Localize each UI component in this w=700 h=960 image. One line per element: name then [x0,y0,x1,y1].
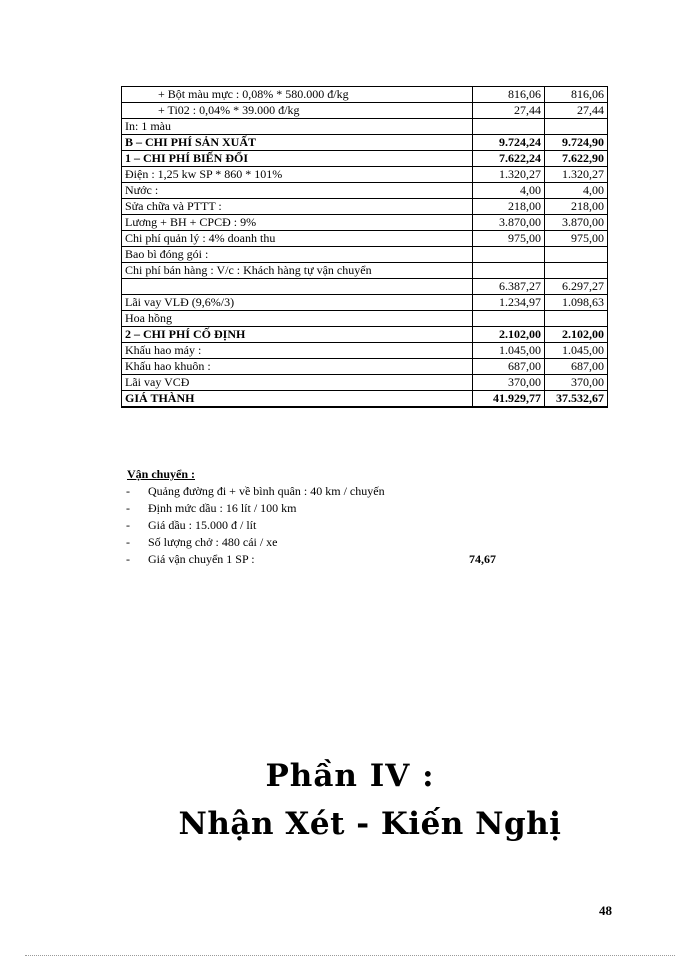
row-value-1: 687,00 [473,359,545,375]
row-value-2: 27,44 [545,103,608,119]
row-label: Bao bì đóng gói : [122,247,473,263]
row-value-2: 37.532,67 [545,391,608,408]
transport-list [124,483,544,568]
table-row [122,103,608,119]
table-row [122,311,608,327]
row-label [122,279,473,295]
row-label: Lương + BH + CPCĐ : 9% [122,215,473,231]
transport-item-text: Giá dầu : 15.000 đ / lít [148,518,257,532]
row-value-2 [545,119,608,135]
row-label: GIÁ THÀNH [122,391,473,408]
transport-item-value: 74,67 [469,552,496,566]
row-value-1: 2.102,00 [473,327,545,343]
page-bottom-divider [25,955,675,956]
transport-item-text: Định mức dầu : 16 lít / 100 km [148,501,297,515]
table-row [122,167,608,183]
row-value-1: 6.387,27 [473,279,545,295]
row-label: 1 – CHI PHÍ BIẾN ĐỔI [122,151,473,167]
table-row [122,327,608,343]
row-value-1: 4,00 [473,183,545,199]
section-title: Phần IV : [265,758,435,794]
row-value-2: 687,00 [545,359,608,375]
table-row [122,199,608,215]
row-label: Chi phí quản lý : 4% doanh thu [122,231,473,247]
row-value-1: 218,00 [473,199,545,215]
row-label: In: 1 màu [122,119,473,135]
transport-item [124,500,544,517]
row-value-2: 975,00 [545,231,608,247]
row-label: Khấu hao máy : [122,343,473,359]
table-row [122,119,608,135]
row-value-1: 1.320,27 [473,167,545,183]
row-value-2: 3.870,00 [545,215,608,231]
row-label: 2 – CHI PHÍ CỐ ĐỊNH [122,327,473,343]
row-value-2: 370,00 [545,375,608,391]
cost-table-body [122,87,608,408]
table-row [122,375,608,391]
row-value-2: 1.045,00 [545,343,608,359]
row-label: Điện : 1,25 kw SP * 860 * 101% [122,167,473,183]
row-label: Lãi vay VCĐ [122,375,473,391]
row-value-1: 7.622,24 [473,151,545,167]
row-value-2: 7.622,90 [545,151,608,167]
table-row [122,135,608,151]
row-value-2 [545,263,608,279]
row-label: B – CHI PHÍ SẢN XUẤT [122,135,473,151]
row-value-2 [545,311,608,327]
row-value-2: 1.098,63 [545,295,608,311]
cost-table [121,86,608,408]
row-label: + Ti02 : 0,04% * 39.000 đ/kg [122,103,473,119]
row-value-1 [473,311,545,327]
page-number: 48 [599,903,612,918]
row-label: Khấu hao khuôn : [122,359,473,375]
row-label: Sửa chữa và PTTT : [122,199,473,215]
transport-item [124,517,544,534]
row-value-1: 1.045,00 [473,343,545,359]
row-label: Lãi vay VLĐ (9,6%/3) [122,295,473,311]
table-row [122,279,608,295]
row-value-1: 41.929,77 [473,391,545,408]
transport-title: Vận chuyển : [127,467,196,481]
table-row [122,247,608,263]
row-value-1 [473,119,545,135]
row-value-1: 9.724,24 [473,135,545,151]
row-value-2: 218,00 [545,199,608,215]
row-label: + Bột màu mực : 0,08% * 580.000 đ/kg [122,87,473,103]
row-value-1 [473,263,545,279]
row-value-1: 816,06 [473,87,545,103]
row-value-2 [545,247,608,263]
table-row [122,343,608,359]
transport-item [124,483,544,500]
row-value-2: 9.724,90 [545,135,608,151]
row-value-2: 6.297,27 [545,279,608,295]
transport-item-text: Giá vận chuyển 1 SP : [148,552,255,566]
row-value-1 [473,247,545,263]
row-value-1: 370,00 [473,375,545,391]
section-subtitle: Nhận Xét - Kiến Nghị [178,806,562,842]
transport-item-text: Số lượng chở : 480 cái / xe [148,535,278,549]
row-label: Hoa hồng [122,311,473,327]
transport-item [124,551,544,568]
row-value-2: 2.102,00 [545,327,608,343]
table-row [122,391,608,408]
row-value-1: 1.234,97 [473,295,545,311]
table-row [122,295,608,311]
row-value-1: 975,00 [473,231,545,247]
transport-item [124,534,544,551]
transport-section [124,466,544,568]
table-row [122,87,608,103]
table-row [122,151,608,167]
table-row [122,231,608,247]
row-value-1: 3.870,00 [473,215,545,231]
row-value-2: 1.320,27 [545,167,608,183]
row-value-2: 816,06 [545,87,608,103]
row-label: Nước : [122,183,473,199]
row-value-2: 4,00 [545,183,608,199]
transport-item-text: Quảng đường đi + về bình quân : 40 km / chuyến [148,484,385,498]
table-row [122,215,608,231]
table-row [122,183,608,199]
row-value-1: 27,44 [473,103,545,119]
table-row [122,263,608,279]
table-row [122,359,608,375]
row-label: Chi phí bán hàng : V/c : Khách hàng tự vận chuyển [122,263,473,279]
